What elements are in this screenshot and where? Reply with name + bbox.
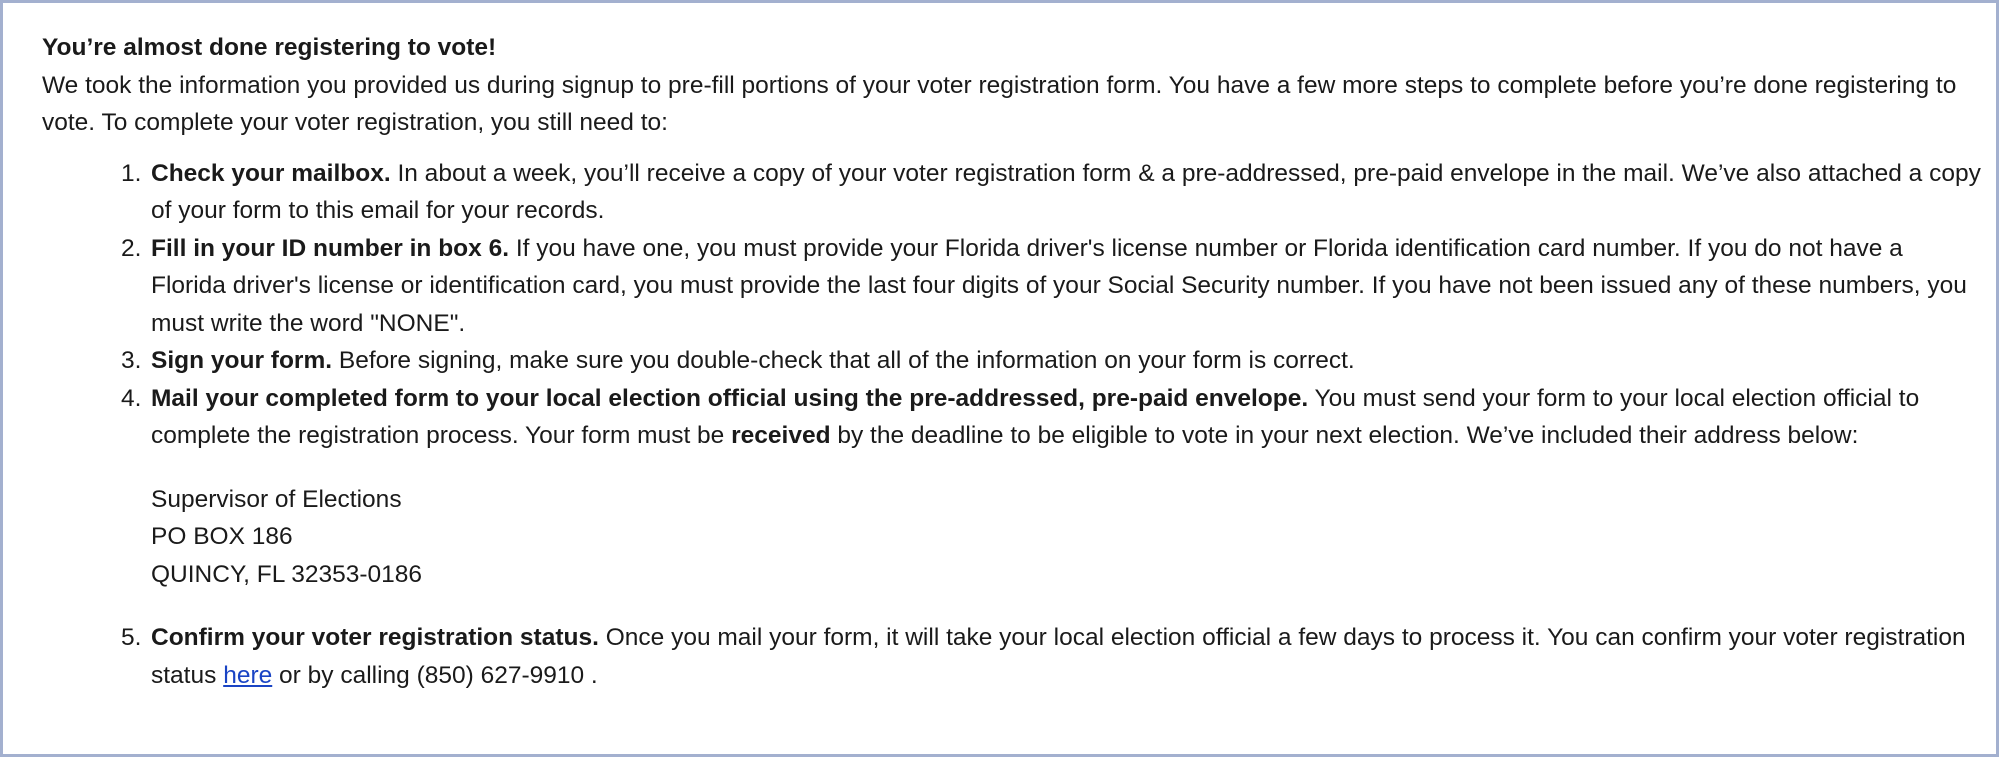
step-item-sign-form xyxy=(121,342,1982,380)
steps-list xyxy=(42,155,1982,695)
step-item-confirm-status xyxy=(121,619,1982,694)
email-intro: We took the information you provided us during signup to pre-fill portions of your voter registration form. You have a few more steps to complete before you’re done registering to vote. To complete your voter registration, you still need to: xyxy=(42,71,1957,136)
address-line-3: QUINCY, FL 32353-0186 xyxy=(151,560,423,588)
step-title: Confirm your voter registration status. xyxy=(151,624,599,651)
step-number: 2. xyxy=(121,234,142,262)
step-item-fill-id xyxy=(121,230,1982,343)
step-text: If you have one, you must provide your Florida driver's license number or Florida identification card number. If you do not have a Florida driver's license or identification card, you must provide the last four digits of your Social Security number. If you have not been issued any of these numbers, you must write the word "NONE". xyxy=(151,234,1967,337)
step-item-check-mailbox xyxy=(121,155,1982,230)
step-text-after: or by calling (850) 627-9910 . xyxy=(272,661,598,689)
step-text: In about a week, you’ll receive a copy of your voter registration form & a pre-addressed, pre-paid envelope in the mail. We’ve also attached a copy of your form to this email for your records. xyxy=(151,159,1981,224)
step-number: 3. xyxy=(121,347,142,374)
address-line-1: Supervisor of Elections xyxy=(151,485,402,513)
step-text: Before signing, make sure you double-check that all of the information on your form is correct. xyxy=(332,347,1355,374)
step-title: Check your mailbox. xyxy=(151,159,391,187)
email-body xyxy=(42,29,1982,694)
step-title: Sign your form. xyxy=(151,347,333,374)
registration-status-link[interactable]: here xyxy=(223,661,273,689)
step-title: Mail your completed form to your local election official using the pre-addressed, pre-paid envelope. xyxy=(151,384,1309,412)
step-number: 1. xyxy=(121,159,142,187)
step-text: You must send your form to your local election official to complete the registration process. Your form must be xyxy=(151,384,1920,449)
emphasis-received: received xyxy=(731,422,831,449)
step-text-after: by the deadline to be eligible to vote in your next election. We’ve included their address below: xyxy=(830,422,1859,449)
step-number: 5. xyxy=(121,624,142,651)
step-title: Fill in your ID number in box 6. xyxy=(151,234,510,262)
election-official-address xyxy=(151,481,1982,594)
address-line-2: PO BOX 186 xyxy=(151,523,293,550)
step-number: 4. xyxy=(121,384,142,412)
email-heading: You’re almost done registering to vote! xyxy=(42,34,497,61)
step-text: Once you mail your form, it will take your local election official a few days to process it. You can confirm your voter registration status xyxy=(151,624,1966,689)
step-item-mail-form xyxy=(121,380,1982,594)
